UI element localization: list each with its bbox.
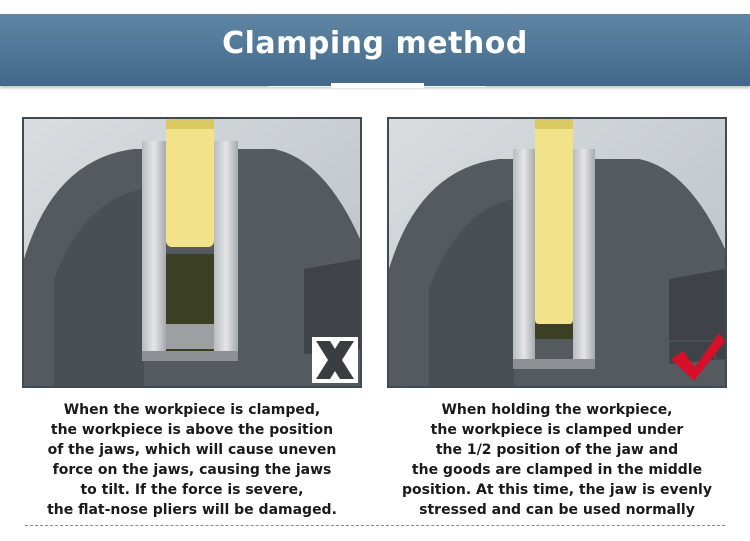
caption-line: the 1/2 position of the jaw and (435, 442, 679, 458)
caption-line: When holding the workpiece, (441, 402, 673, 418)
page-title: Clamping method (222, 26, 528, 61)
incorrect-clamping-photo (22, 117, 362, 388)
dashed-divider (25, 525, 725, 526)
caption-line: of the jaws, which will cause uneven (47, 442, 337, 458)
correct-clamping-photo (387, 117, 727, 388)
correct-clamping-caption (387, 400, 727, 520)
cross-mark-icon (312, 337, 358, 383)
caption-line: to tilt. If the force is severe, (80, 482, 304, 498)
caption-line: force on the jaws, causing the jaws (52, 462, 332, 478)
incorrect-clamping-caption (22, 400, 362, 520)
caption-line: the workpiece is above the position (50, 422, 334, 438)
title-underline-accent (331, 83, 424, 88)
caption-line: the goods are clamped in the middle (411, 462, 703, 478)
caption-line: position. At this time, the jaw is evenly (402, 482, 712, 498)
header-banner (0, 14, 750, 86)
caption-line: the workpiece is clamped under (430, 422, 684, 438)
caption-line: stressed and can be used normally (419, 502, 695, 518)
caption-line: When the workpiece is clamped, (63, 402, 321, 418)
caption-line: the flat-nose pliers will be damaged. (47, 502, 337, 518)
